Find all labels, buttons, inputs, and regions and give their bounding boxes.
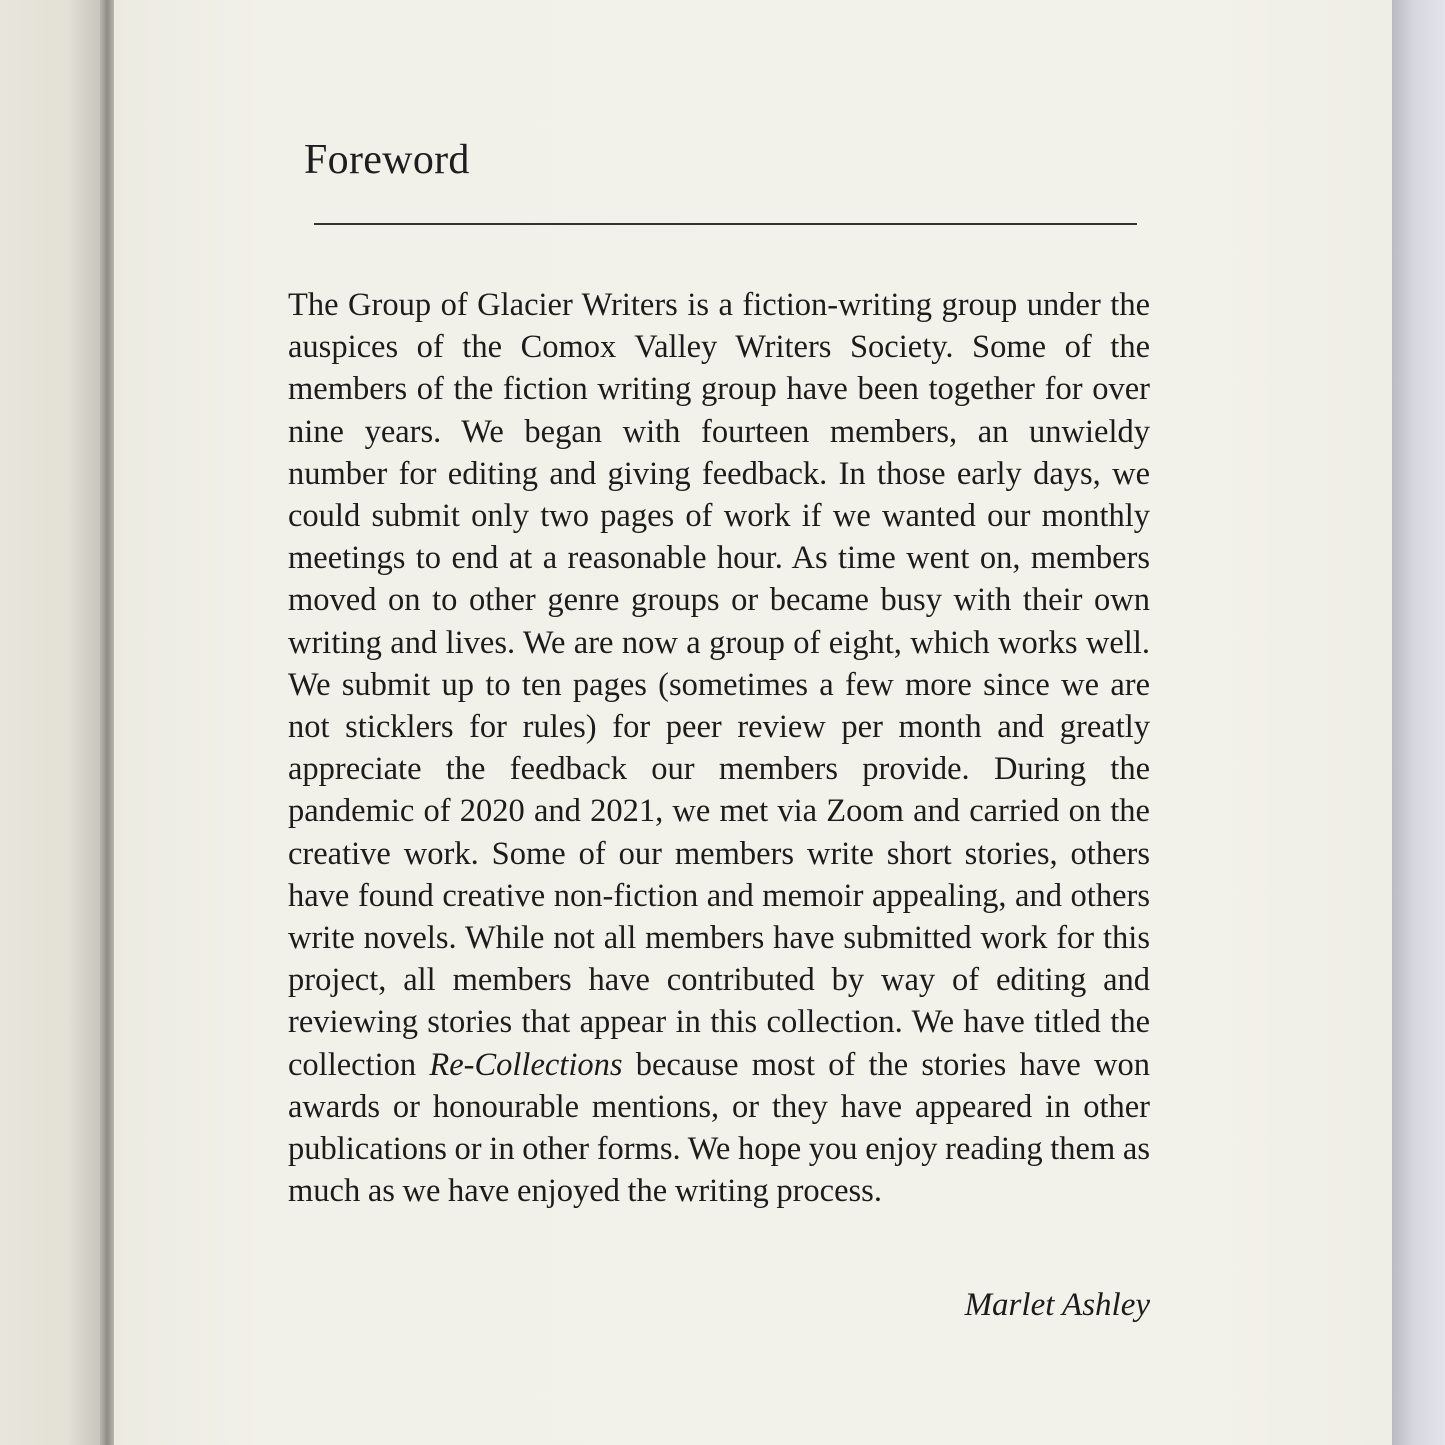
previous-page-edge bbox=[0, 0, 112, 1445]
paragraph-text-part-2: because most of the stories have won awards or honourable mentions, or they have appeared in other publications or in other forms. We hope you enjoy reading them as much as we have enjoyed the writing process. bbox=[288, 1046, 1150, 1210]
page-title: Foreword bbox=[304, 137, 470, 183]
author-signature: Marlet Ashley bbox=[964, 1287, 1150, 1323]
title-divider bbox=[314, 223, 1137, 225]
foreword-paragraph bbox=[288, 284, 1150, 1212]
collection-title: Re-Collections bbox=[429, 1046, 623, 1083]
page-edge-shadow bbox=[1392, 0, 1445, 1445]
paragraph-text-part-1: The Group of Glacier Writers is a fiction-writing group under the auspices of the Comox Valley Writers Society. Some of the members of the fiction writing group have been together for over nine years. We began with fourteen members, an unwieldy number for editing and giving feedback. In those early days, we could submit only two pages of work if we wanted our monthly meetings to end at a reasonable hour. As time went on, members moved on to other genre groups or became busy with their own writing and lives. We are now a group of eight, which works well. We submit up to ten pages (sometimes a few more since we are not sticklers for rules) for peer review per month and greatly appreciate the feedback our members provide. During the pandemic of 2020 and 2021, we met via Zoom and carried on the creative work. Some of our members write short stories, others have found creative non-fiction and memoir appealing, and others write novels. While not all members have submitted work for this project, all members have contributed by way of editing and reviewing stories that appear in this collection. We have titled the collection bbox=[288, 287, 1150, 1083]
